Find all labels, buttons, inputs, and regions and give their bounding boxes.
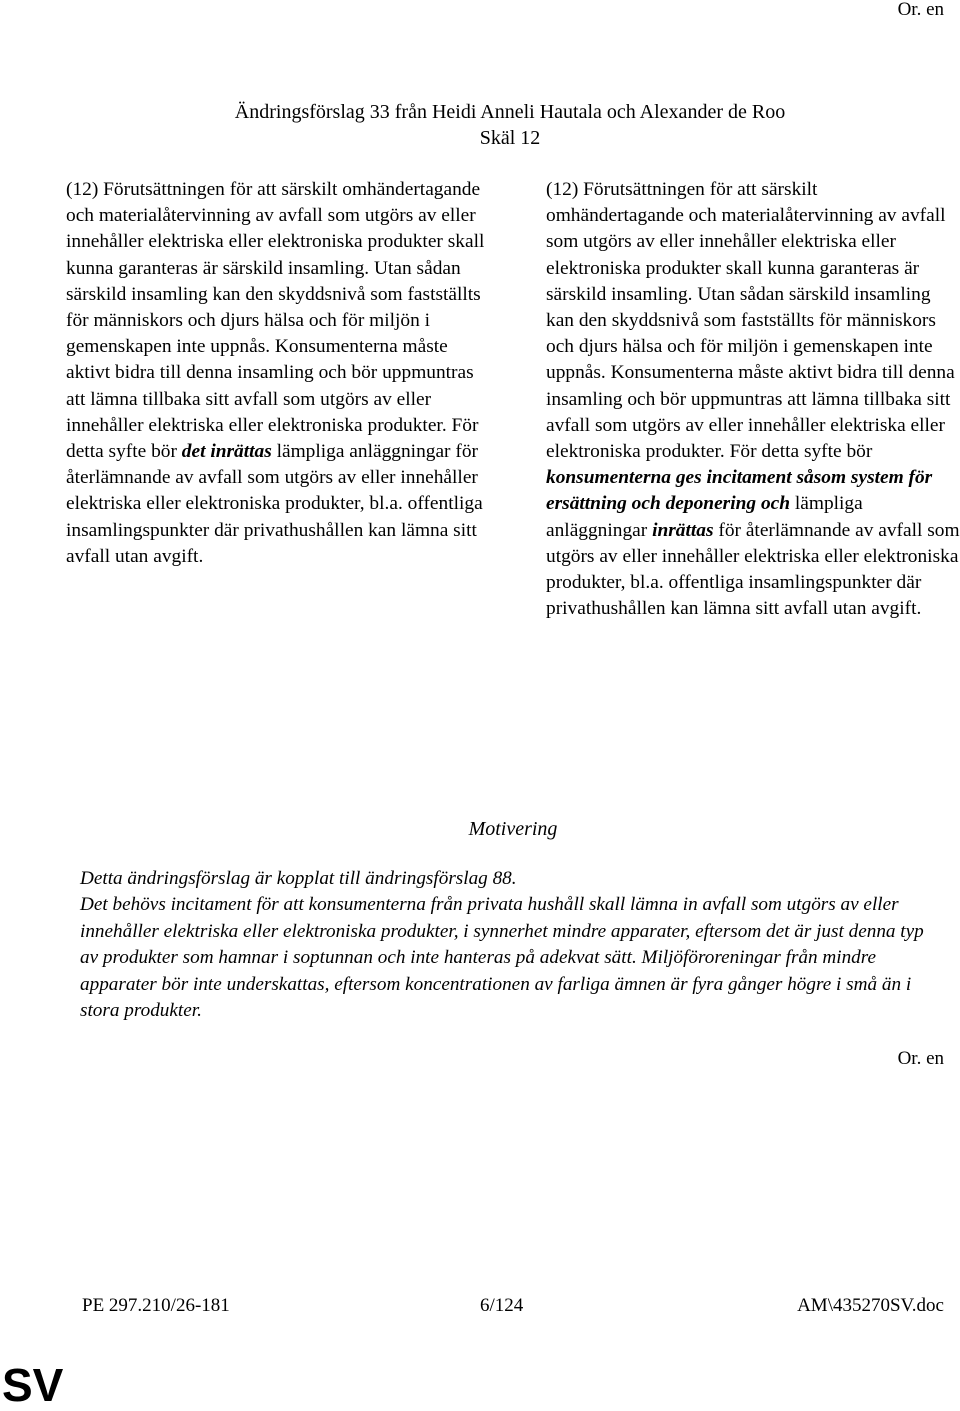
footer-reference: PE 297.210/26-181 xyxy=(82,1295,230,1316)
justification-paragraph: Det behövs incitament för att konsumenterna från privata hushåll skall lämna in avfall som utgörs av eller innehåller elektriska eller elektroniska produkter, i synnerhet mindre apparater, eftersom det är just denna typ av produkter som hamnar i soptunnan och inte hanteras på adekvat sätt. Miljöföroreningar från mindre apparater bör inte underskattas, eftersom koncentrationen av farliga ämnen är fyra gånger högre i små än i stora produkter. xyxy=(80,894,924,1022)
amended-text-emphasis-2: inrättas xyxy=(652,519,714,541)
recital-label: Skäl 12 xyxy=(479,127,541,149)
commission-text xyxy=(66,177,486,570)
amended-text-part-1: (12) Förutsättningen för att särskilt omhändertagande och materialåtervinning av avfall som utgörs av eller innehåller elektriska eller elektroniska produkter skall kunna garanteras är särskild insamling. Utan sådan särskild insamling kan den skyddsnivå som fastställts för människors och djurs hälsa och för miljön i gemenskapen inte uppnås. Konsumenterna måste aktivt bidra till denna insamling och bör uppmuntras att lämna tillbaka sitt avfall som utgörs av eller innehåller elektriska eller elektroniska produkter. För detta syfte bör xyxy=(546,179,955,463)
original-language-label-bottom: Or. en xyxy=(897,1048,944,1069)
justification-title: Motivering xyxy=(468,818,558,840)
amendment-title: Ändringsförslag 33 från Heidi Anneli Hautala och Alexander de Roo xyxy=(234,101,786,123)
language-code: SV xyxy=(2,1359,64,1411)
amendment-heading xyxy=(0,99,960,151)
footer-document-name: AM\435270SV.doc xyxy=(797,1295,944,1316)
page-footer xyxy=(0,1293,960,1319)
justification-link-note: Detta ändringsförslag är kopplat till ändringsförslag 88. xyxy=(80,868,517,889)
amended-text xyxy=(546,177,960,622)
commission-text-emphasis: det inrättas xyxy=(181,441,272,463)
commission-text-part-2: lämpliga anläggningar för återlämnande av avfall som utgörs av eller innehåller elektriska eller elektroniska produkter, bl.a. offentliga insamlingspunkter där privathushållen kan lämna sitt avfall utan avgift. xyxy=(66,441,483,567)
amended-text-emphasis-1: konsumenterna ges incitament såsom system för ersättning och deponering och xyxy=(546,467,933,515)
justification-body xyxy=(80,866,936,1024)
footer-page-number: 6/124 xyxy=(480,1295,524,1316)
commission-text-column xyxy=(66,177,486,570)
commission-text-part-1: (12) Förutsättningen för att särskilt omhändertagande och materialåtervinning av avfall som utgörs av eller innehåller elektriska eller elektroniska produkter skall kunna garanteras är särskild insamling. Utan sådan särskild insamling kan den skyddsnivå som fastställts för människors och djurs hälsa och för miljön i gemenskapen inte uppnås. Konsumenterna måste aktivt bidra till denna insamling och bör uppmuntras att lämna tillbaka sitt avfall som utgörs av eller innehåller elektriska eller elektroniska produkter. För detta syfte bör xyxy=(66,179,485,463)
amended-text-column xyxy=(546,177,960,622)
amended-text-part-3: för återlämnande av avfall som utgörs av eller innehåller elektriska eller elektroniska produkter, bl.a. offentliga insamlingspunkter där privathushållen kan lämna sitt avfall utan avgift. xyxy=(546,519,960,620)
original-language-label: Or. en xyxy=(897,0,944,20)
amended-text-part-2: lämpliga anläggningar xyxy=(546,493,863,541)
